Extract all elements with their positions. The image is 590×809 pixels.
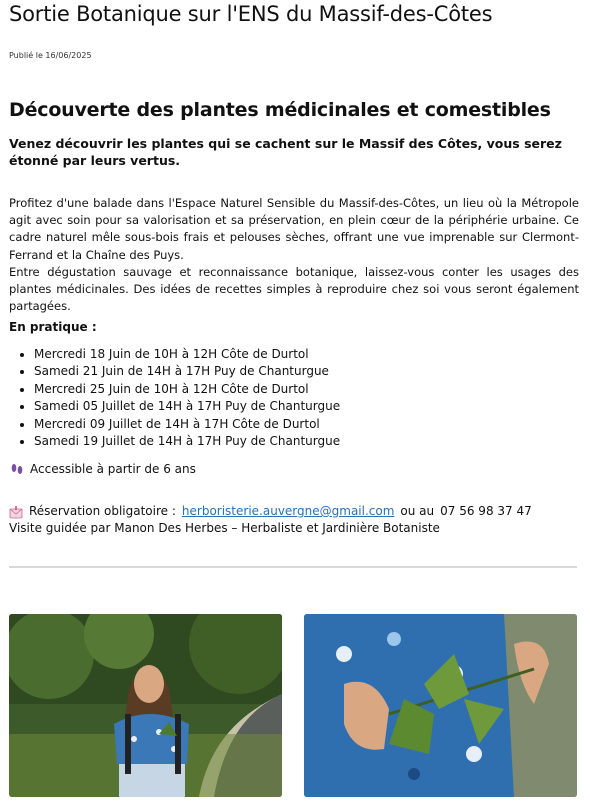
phone-number: 07 56 98 37 47 <box>440 504 532 518</box>
list-item: • Mercredi 18 Juin de 10H à 12H Côte de Durtol <box>34 346 340 363</box>
photo-guide-path <box>9 614 282 797</box>
reservation-line <box>9 503 532 520</box>
footprints-icon <box>10 462 24 476</box>
publish-date: Publié le 16/06/2025 <box>9 51 92 60</box>
reservation-or: ou au <box>400 504 435 518</box>
list-item: • Mercredi 09 Juillet de 14H à 17H Côte de Durtol <box>34 416 340 433</box>
reservation-label: Réservation obligatoire : <box>29 504 176 518</box>
guide-credit: Visite guidée par Manon Des Herbes – Herbaliste et Jardinière Botaniste <box>9 521 440 535</box>
body-paragraph-2: Entre dégustation sauvage et reconnaissance botanique, laissez-vous conter les usages des plantes médicinales. Des idées de recettes simples à reproduire chez soi vous seront également partagées. <box>9 264 579 314</box>
list-item: • Samedi 19 Juillet de 14H à 17H Puy de Chanturgue <box>34 433 340 450</box>
dates-list <box>15 346 340 450</box>
body-text <box>9 195 579 315</box>
accessibility-note <box>10 462 196 476</box>
email-link[interactable]: herboristerie.auvergne@gmail.com <box>181 504 395 518</box>
list-item: • Samedi 21 Juin de 14H à 17H Puy de Chanturgue <box>34 363 340 380</box>
practical-heading: En pratique : <box>9 320 97 334</box>
body-paragraph-1: Profitez d'une balade dans l'Espace Naturel Sensible du Massif-des-Côtes, un lieu où la Métropole agit avec soin pour sa valorisation et sa préservation, en plein cœur de la périphérie urbaine. Ce cadre naturel mêle sous-bois frais et pelouses sèches, offrant une vue imprenable sur Clermont-Ferrand et la Chaîne des Puys. <box>9 196 579 262</box>
article-title: Sortie Botanique sur l'ENS du Massif-des-Côtes <box>9 2 493 26</box>
photo-nettle-closeup <box>304 614 577 797</box>
reservation-block <box>9 503 532 537</box>
envelope-icon <box>9 505 23 519</box>
divider <box>9 566 577 568</box>
accessibility-text: Accessible à partir de 6 ans <box>30 462 196 476</box>
list-item: • Mercredi 25 Juin de 10H à 12H Côte de Durtol <box>34 381 340 398</box>
section-heading: Découverte des plantes médicinales et comestibles <box>9 99 551 121</box>
lead-paragraph: Venez découvrir les plantes qui se cachent sur le Massif des Côtes, vous serez étonné par leurs vertus. <box>9 136 562 168</box>
list-item: • Samedi 05 Juillet de 14H à 17H Puy de Chanturgue <box>34 398 340 415</box>
